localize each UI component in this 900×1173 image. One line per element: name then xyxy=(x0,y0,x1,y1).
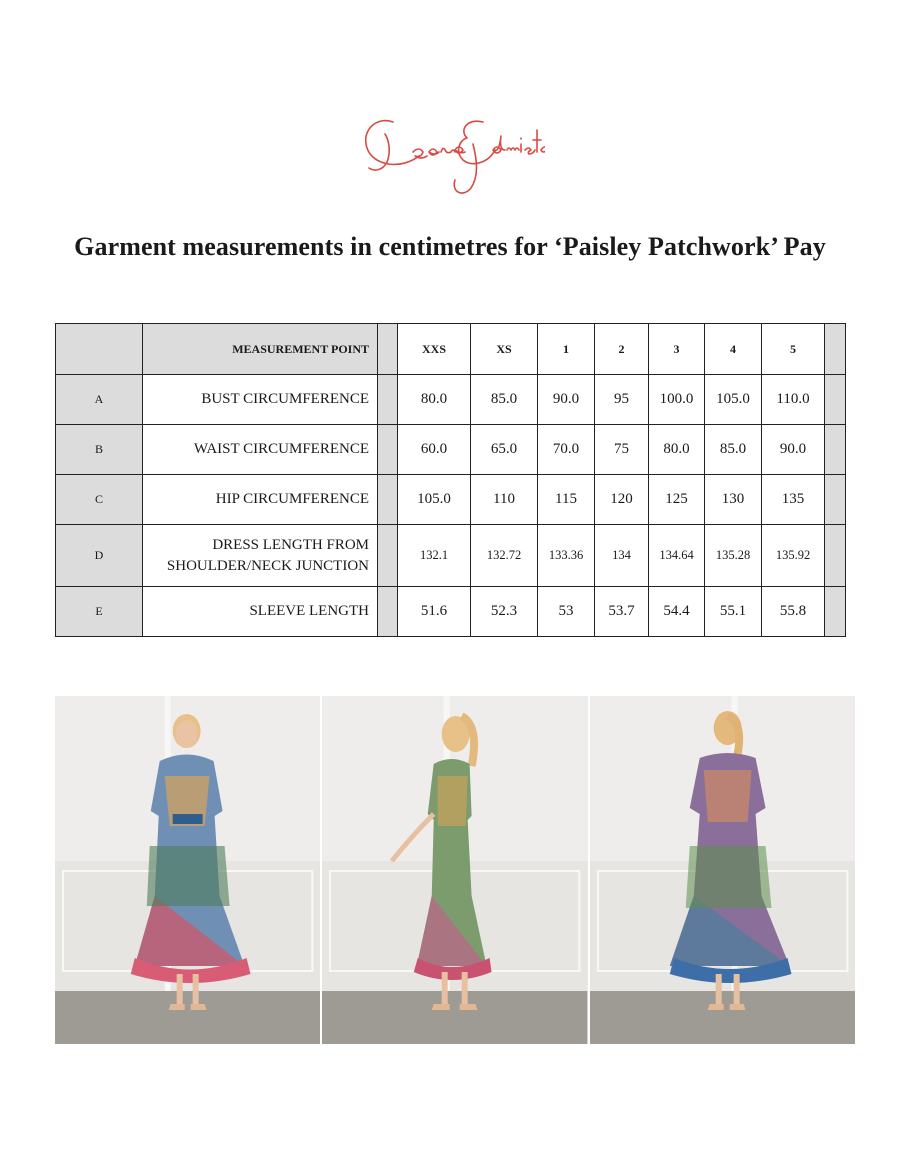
cell-value: 135 xyxy=(762,475,825,525)
cell-value: 60.0 xyxy=(398,425,471,475)
table-row xyxy=(56,475,846,525)
cell-value: 105.0 xyxy=(705,375,762,425)
cell-value: 80.0 xyxy=(398,375,471,425)
row-code: E xyxy=(56,587,143,637)
model-photo-front xyxy=(55,696,320,1044)
header-spacer-cell xyxy=(378,324,398,375)
cell-value: 85.0 xyxy=(705,425,762,475)
cell-value: 55.1 xyxy=(705,587,762,637)
measurement-point-line: DRESS LENGTH FROM xyxy=(212,536,369,553)
cell-value: 133.36 xyxy=(538,525,595,587)
cell-value: 75 xyxy=(595,425,649,475)
measurement-point-line: SHOULDER/NECK JUNCTION xyxy=(166,557,369,574)
row-measurement-point: SLEEVE LENGTH xyxy=(143,587,378,637)
cell-value: 53.7 xyxy=(595,587,649,637)
row-code: C xyxy=(56,475,143,525)
table-row xyxy=(56,587,846,637)
row-measurement-point xyxy=(143,525,378,587)
cell-value: 53 xyxy=(538,587,595,637)
row-end-cell xyxy=(825,587,846,637)
cell-value: 80.0 xyxy=(649,425,705,475)
row-code: D xyxy=(56,525,143,587)
header-size-1: 1 xyxy=(538,324,595,375)
header-size-3: 3 xyxy=(649,324,705,375)
cell-value: 130 xyxy=(705,475,762,525)
cell-value: 132.72 xyxy=(471,525,538,587)
cell-value: 132.1 xyxy=(398,525,471,587)
header-size-2: 2 xyxy=(595,324,649,375)
row-end-cell xyxy=(825,475,846,525)
cell-value: 90.0 xyxy=(538,375,595,425)
table-row xyxy=(56,375,846,425)
cell-value: 70.0 xyxy=(538,425,595,475)
row-end-cell xyxy=(825,425,846,475)
cell-value: 135.28 xyxy=(705,525,762,587)
row-spacer-cell xyxy=(378,475,398,525)
cell-value: 125 xyxy=(649,475,705,525)
header-size-4: 4 xyxy=(705,324,762,375)
row-measurement-point: BUST CIRCUMFERENCE xyxy=(143,375,378,425)
cell-value: 110.0 xyxy=(762,375,825,425)
header-end-cell xyxy=(825,324,846,375)
header-size-5: 5 xyxy=(762,324,825,375)
header-code-cell xyxy=(56,324,143,375)
page-title: Garment measurements in centimetres for ‘Paisley Patchwork’ Pay xyxy=(74,232,826,261)
cell-value: 55.8 xyxy=(762,587,825,637)
cell-value: 95 xyxy=(595,375,649,425)
header-size-xs: XS xyxy=(471,324,538,375)
cell-value: 51.6 xyxy=(398,587,471,637)
row-measurement-point: WAIST CIRCUMFERENCE xyxy=(143,425,378,475)
brand-logo xyxy=(355,100,545,200)
cell-value: 134.64 xyxy=(649,525,705,587)
table-row xyxy=(56,425,846,475)
cell-value: 110 xyxy=(471,475,538,525)
model-photo-strip xyxy=(55,696,855,1044)
size-chart-table xyxy=(55,323,846,637)
row-spacer-cell xyxy=(378,525,398,587)
model-photo-back xyxy=(590,696,855,1044)
row-code: B xyxy=(56,425,143,475)
row-code: A xyxy=(56,375,143,425)
table-header-row xyxy=(56,324,846,375)
cell-value: 135.92 xyxy=(762,525,825,587)
cell-value: 54.4 xyxy=(649,587,705,637)
cell-value: 105.0 xyxy=(398,475,471,525)
model-photo-side xyxy=(322,696,587,1044)
cell-value: 120 xyxy=(595,475,649,525)
cell-value: 65.0 xyxy=(471,425,538,475)
row-end-cell xyxy=(825,375,846,425)
cell-value: 85.0 xyxy=(471,375,538,425)
row-measurement-point: HIP CIRCUMFERENCE xyxy=(143,475,378,525)
row-end-cell xyxy=(825,525,846,587)
cell-value: 115 xyxy=(538,475,595,525)
cell-value: 90.0 xyxy=(762,425,825,475)
table-row xyxy=(56,525,846,587)
row-spacer-cell xyxy=(378,587,398,637)
header-measurement-point: MEASUREMENT POINT xyxy=(143,324,378,375)
cell-value: 134 xyxy=(595,525,649,587)
cell-value: 52.3 xyxy=(471,587,538,637)
header-size-xxs: XXS xyxy=(398,324,471,375)
row-spacer-cell xyxy=(378,375,398,425)
row-spacer-cell xyxy=(378,425,398,475)
cell-value: 100.0 xyxy=(649,375,705,425)
